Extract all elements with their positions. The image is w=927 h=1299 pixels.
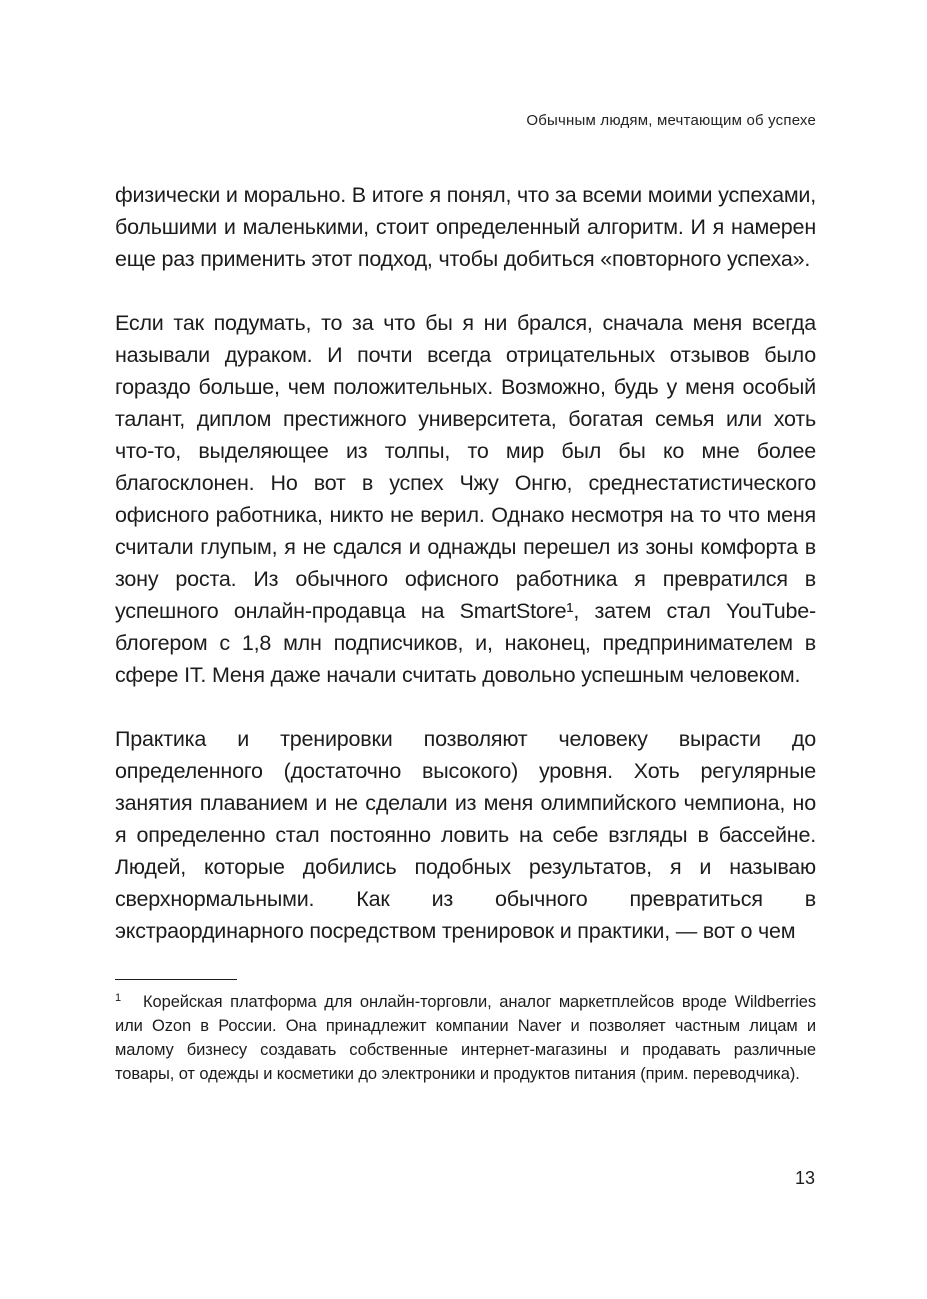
running-header: Обычным людям, мечтающим об успехе [526,112,816,129]
body-text [115,179,816,947]
page-number: 13 [794,1168,815,1188]
paragraph: физически и морально. В итоге я понял, что за всеми моими успехами, большими и маленькими, стоит определенный алгоритм. И я намерен еще раз применить этот подход, чтобы добиться «повторного успеха». [115,183,816,271]
text-column [115,0,816,1086]
footnote-marker: 1 [115,991,122,1004]
footnote-separator [115,979,237,980]
paragraph: Практика и тренировки позволяют человеку вырасти до определенного (достаточно высокого) уровня. Хоть регулярные занятия плаванием и не сделали из меня олимпийского чемпиона, но я определенно стал постоянно ловить на себе взгляды в бассейне. Людей, которые добились подобных результатов, я и называю сверхнормальными. Как из обычного превратиться в экстраординарного посредством тренировок и практики, — вот о чем [115,727,816,943]
footnote [115,990,816,1086]
footnote-block [115,979,816,1086]
paragraph: Если так подумать, то за что бы я ни брался, сначала меня всегда называли дураком. И почти всегда отрицательных отзывов было гораздо больше, чем положительных. Возможно, будь у меня особый талант, диплом престижного университета, богатая семья или хоть что-то, выделяющее из толпы, то мир был бы ко мне более благосклонен. Но вот в успех Чжу Онгю, среднестатистического офисного работника, никто не верил. Однако несмотря на то что меня считали глупым, я не сдался и однажды перешел из зоны комфорта в зону роста. Из обычного офисного работника я превратился в успешного онлайн-продавца на SmartStore¹, затем стал YouTube-блогером с 1,8 млн подписчиков, и, наконец, предпринимателем в сфере IT. Меня даже начали считать довольно успешным человеком. [115,311,816,687]
footnote-text: Корейская платформа для онлайн-торговли, аналог маркетплейсов вроде Wildberries или Ozon в России. Она принадлежит компании Naver и позволяет частным лицам и малому бизнесу создавать собственные интернет-магазины и продавать различные товары, от одежды и косметики до электроники и продуктов питания (прим. переводчика). [115,993,816,1083]
